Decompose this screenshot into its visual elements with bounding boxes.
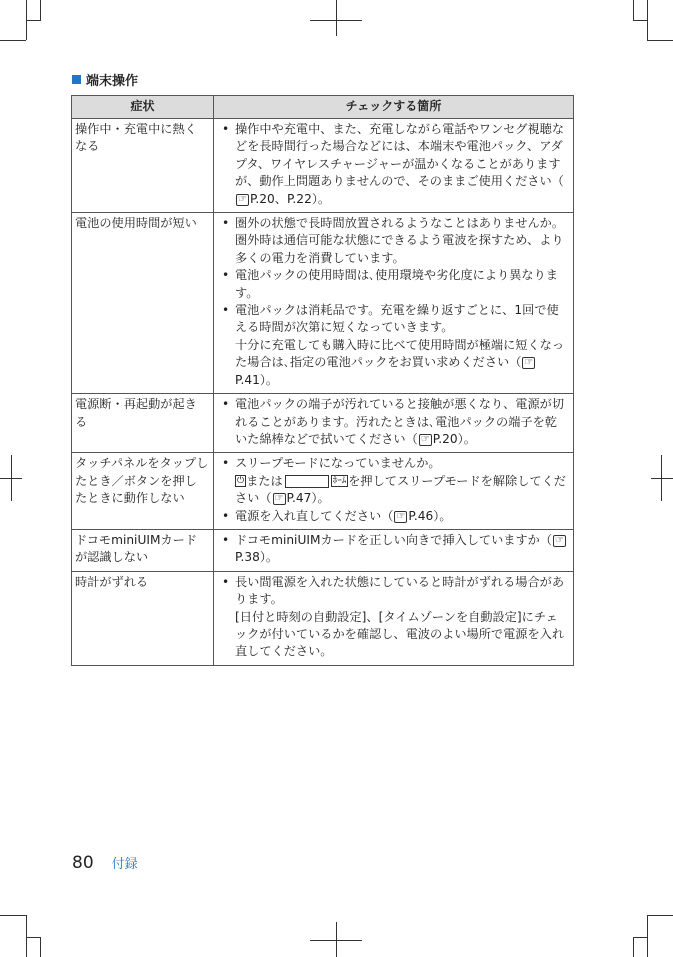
table-row [72,394,574,453]
hand-pointer-icon: ☞ [420,433,430,445]
check-cell [214,213,574,394]
table-header-row [72,96,574,119]
page-ref-link[interactable]: P.20）。 [432,431,476,446]
page-ref-link[interactable]: P.47）。 [286,491,330,506]
check-text: 操作中や充電中、また、充電しながら電話やワンセグ視聴などを長時間行った場合などには、本端末や電池パック、アダプタ、ワイヤレスチャージャーが温かくなることがありますが、動作上問題ありませんので、そのままご使用ください（ [235,122,565,189]
check-cell [214,394,574,453]
check-item [219,215,569,267]
hand-pointer-icon: ☞ [238,193,247,205]
section-title [72,70,138,89]
symptom-cell: タッチパネルをタップしたとき／ボタンを押したときに動作しない [72,453,214,530]
check-text: 長い間電源を入れた状態にしていると時計がずれる場合があります。 [235,574,565,607]
table-row [72,453,574,530]
check-note: [日付と時刻の自動設定]、[タイムゾーンを自動設定]にチェックが付いているかを確認し、電波のよい場所で電源を入れ直してください。 [235,609,565,659]
table-row [72,213,574,394]
power-key-icon: ⏻ [237,476,245,487]
check-note: 圏外時は通信可能な状態にできるよう電波を探すため、より多くの電力を消費しています。 [235,233,564,265]
check-text: 電池パックの使用時間は､使用環境や劣化度により異なります。 [235,268,558,300]
home-key-label: ﾎｰﾑ [332,476,347,487]
check-text: 圏外の状態で長時間放置されるようなことはありませんか。 [235,216,565,231]
symptom-cell: ドコモminiUIMカードが認識しない [72,529,214,571]
check-item [219,302,569,389]
table-row [72,529,574,571]
check-cell [214,529,574,571]
check-item [219,121,569,208]
page-number: 80 [72,853,94,873]
check-note-text: を押してスリープモードを解除してください（ [235,473,566,506]
square-bullet-icon [72,75,81,84]
hand-pointer-icon: ☞ [555,534,565,546]
home-key-icon [285,475,329,488]
page-ref-link[interactable]: P.46）。 [408,508,452,523]
troubleshooting-table [71,95,574,666]
symptom-cell: 電源断・再起動が起きる [72,394,214,453]
page-ref-link[interactable]: P.20、P.22）。 [249,191,331,206]
check-note [235,473,569,508]
check-note [235,337,569,389]
check-text: 電池パックの端子が汚れていると接触が悪くなり、電源が切れることがあります。汚れたときは､電池パックの端子を乾いた綿棒などで拭いてください（ [235,397,565,446]
check-cell [214,119,574,213]
header-check: チェックする箇所 [214,96,574,119]
check-text: ドコモminiUIMカードを正しい向きで挿入していますか（ [235,532,553,547]
check-cell [214,453,574,530]
check-item [219,532,569,567]
check-item [219,396,569,448]
check-item [219,574,569,661]
symptom-cell: 操作中・充電中に熱くなる [72,119,214,213]
header-symptom: 症状 [72,96,214,119]
check-text: 電池パックは消耗品です。充電を繰り返すごとに、1回で使える時間が次第に短くなっていきます。 [235,303,559,335]
symptom-cell: 電池の使用時間が短い [72,213,214,394]
check-item [219,267,569,302]
check-text: スリープモードになっていませんか。 [235,456,441,471]
hand-pointer-icon: ☞ [396,510,406,522]
hand-pointer-icon: ☞ [524,357,534,369]
chapter-name: 付録 [111,857,138,872]
page-ref-link[interactable]: P.38）。 [235,550,279,565]
check-item [219,455,569,507]
page-ref-link[interactable]: P.41）。 [235,372,279,387]
table-row [72,571,574,665]
check-text: 電源を入れ直してください（ [235,508,394,523]
check-cell [214,571,574,665]
section-title-text: 端末操作 [86,74,139,89]
hand-pointer-icon: ☞ [274,493,284,505]
symptom-cell: 時計がずれる [72,571,214,665]
table-row [72,119,574,213]
check-item [219,508,569,525]
check-note-text: 十分に充電しても購入時に比べて使用時間が極端に短くなった場合は､指定の電池パックをお買い求めください（ [235,337,565,370]
check-note-pre: または [246,473,283,488]
page-footer [72,853,138,873]
